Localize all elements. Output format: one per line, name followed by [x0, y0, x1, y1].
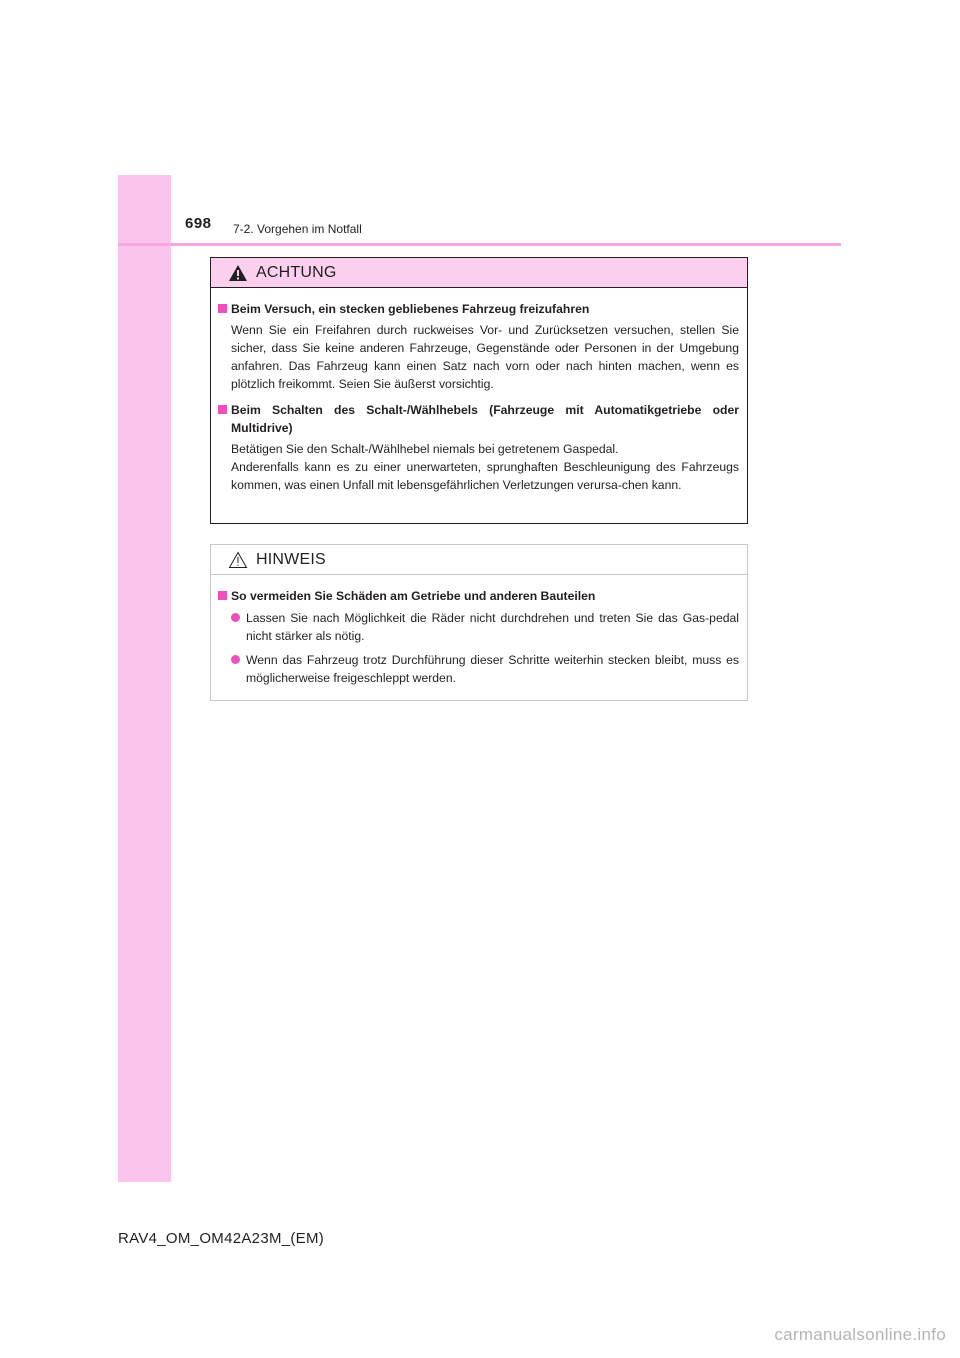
- notice-title: So vermeiden Sie Schäden am Getriebe und anderen Bauteilen: [218, 587, 739, 605]
- page-number: 698: [185, 215, 212, 232]
- notice-box: [210, 544, 748, 701]
- caution-label: ACHTUNG: [256, 263, 337, 281]
- caution-header: [211, 258, 747, 288]
- header-rule: [118, 243, 841, 246]
- notice-label: HINWEIS: [256, 550, 326, 568]
- caution-paragraph: Anderenfalls kann es zu einer unerwarteten, sprunghaften Beschleunigung des Fahrzeugs kommen, was einen Unfall mit lebensgefährlichen Verletzungen verursa-chen kann.: [231, 460, 739, 492]
- caution-item-title: Beim Schalten des Schalt-/Wählhebels (Fahrzeuge mit Automatikgetriebe oder Multidrive): [218, 401, 739, 437]
- notice-body: [211, 575, 747, 687]
- caution-box: [210, 257, 748, 524]
- caution-paragraph: Wenn Sie ein Freifahren durch ruckweises Vor- und Zurücksetzen versuchen, stellen Sie sicher, dass Sie keine anderen Fahrzeuge, Gegenstände oder Personen in der Umgebung anfahren. Das Fahrzeug kann einen Satz nach vorn oder nach hinten machen, wenn es plötzlich freikommt. Seien Sie äußerst vorsichtig.: [231, 323, 739, 391]
- watermark: carmanualsonline.info: [774, 1325, 946, 1344]
- document-code: RAV4_OM_OM42A23M_(EM): [118, 1230, 325, 1247]
- round-bullet-icon: [231, 655, 240, 664]
- notice-header: [211, 545, 747, 575]
- square-bullet-icon: [218, 304, 227, 313]
- caution-item: [218, 300, 739, 393]
- side-tab-bar: [118, 175, 171, 1182]
- caution-item: [218, 401, 739, 494]
- round-bullet-icon: [231, 613, 240, 622]
- section-title: 7-2. Vorgehen im Notfall: [233, 222, 362, 236]
- square-bullet-icon: [218, 405, 227, 414]
- warning-filled-icon: [228, 264, 248, 282]
- notice-bullet: Wenn das Fahrzeug trotz Durchführung dieser Schritte weiterhin stecken bleibt, muss es möglicherweise freigeschleppt werden.: [231, 651, 739, 687]
- caution-paragraph: Betätigen Sie den Schalt-/Wählhebel niemals bei getretenem Gaspedal.: [231, 442, 619, 456]
- warning-outline-icon: [228, 551, 248, 569]
- caution-item-title: Beim Versuch, ein stecken gebliebenes Fahrzeug freizufahren: [218, 300, 739, 318]
- square-bullet-icon: [218, 591, 227, 600]
- caution-body: [211, 288, 747, 494]
- notice-bullet: Lassen Sie nach Möglichkeit die Räder nicht durchdrehen und treten Sie das Gas-pedal nicht stärker als nötig.: [231, 609, 739, 645]
